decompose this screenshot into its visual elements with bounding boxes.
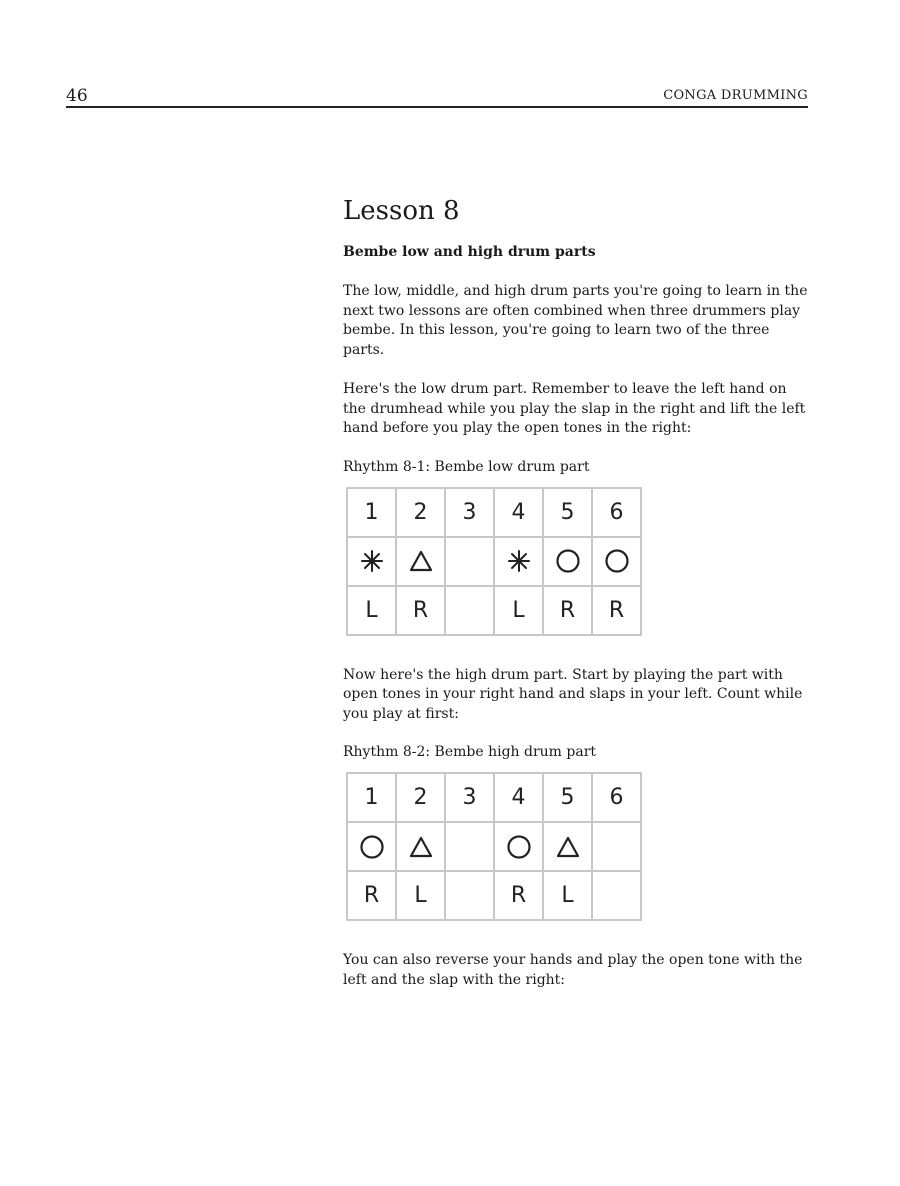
count-cell: 4: [494, 773, 543, 822]
stroke-row: [347, 537, 641, 586]
count-row: [347, 488, 641, 537]
outro-paragraph: You can also reverse your hands and play the open tone with the left and the slap with the right:: [343, 952, 803, 988]
stroke-row: [347, 822, 641, 871]
header-rule: [66, 106, 808, 108]
rest-cell: [445, 822, 494, 871]
intro-paragraph: The low, middle, and high drum parts you're going to learn in the next two lessons are often combined when three drummers play bembe. In this lesson, you're going to learn two of the three parts.: [343, 283, 808, 358]
hand-row: [347, 586, 641, 635]
hand-cell: L: [543, 871, 592, 920]
hand-cell: [592, 871, 641, 920]
running-title: CONGA DRUMMING: [663, 88, 808, 103]
count-cell: 6: [592, 488, 641, 537]
page-number: 46: [66, 86, 88, 106]
open-tone-icon: [543, 537, 592, 586]
hand-cell: [445, 586, 494, 635]
count-cell: 5: [543, 488, 592, 537]
count-row: [347, 773, 641, 822]
rhythm-1-table: [346, 487, 642, 636]
hand-cell: L: [347, 586, 396, 635]
slap-icon: [396, 537, 445, 586]
rhythm-2-caption: Rhythm 8-2: Bembe high drum part: [343, 744, 597, 760]
hand-cell: R: [347, 871, 396, 920]
count-cell: 4: [494, 488, 543, 537]
bass-icon: [494, 537, 543, 586]
count-cell: 2: [396, 773, 445, 822]
hand-cell: R: [494, 871, 543, 920]
low-drum-paragraph: Here's the low drum part. Remember to leave the left hand on the drumhead while you play the slap in the right and lift the left hand before you play the open tones in the right:: [343, 381, 806, 436]
count-cell: 3: [445, 488, 494, 537]
lesson-content: [343, 196, 813, 1010]
hand-row: [347, 871, 641, 920]
count-cell: 2: [396, 488, 445, 537]
slap-icon: [396, 822, 445, 871]
count-cell: 1: [347, 773, 396, 822]
lesson-subtitle: Bembe low and high drum parts: [343, 244, 596, 260]
rest-cell: [592, 822, 641, 871]
open-tone-icon: [592, 537, 641, 586]
slap-icon: [543, 822, 592, 871]
bass-icon: [347, 537, 396, 586]
hand-cell: L: [396, 871, 445, 920]
count-cell: 5: [543, 773, 592, 822]
count-cell: 3: [445, 773, 494, 822]
lesson-title: Lesson 8: [343, 196, 460, 226]
hand-cell: R: [592, 586, 641, 635]
count-cell: 6: [592, 773, 641, 822]
open-tone-icon: [347, 822, 396, 871]
rhythm-1-caption: Rhythm 8-1: Bembe low drum part: [343, 458, 590, 475]
count-cell: 1: [347, 488, 396, 537]
open-tone-icon: [494, 822, 543, 871]
high-drum-paragraph: Now here's the high drum part. Start by playing the part with open tones in your right hand and slaps in your left. Count while you play at first:: [343, 666, 803, 722]
hand-cell: L: [494, 586, 543, 635]
hand-cell: R: [396, 586, 445, 635]
page-header: [66, 86, 808, 108]
hand-cell: R: [543, 586, 592, 635]
rest-cell: [445, 537, 494, 586]
rhythm-2-table: [346, 772, 642, 921]
hand-cell: [445, 871, 494, 920]
